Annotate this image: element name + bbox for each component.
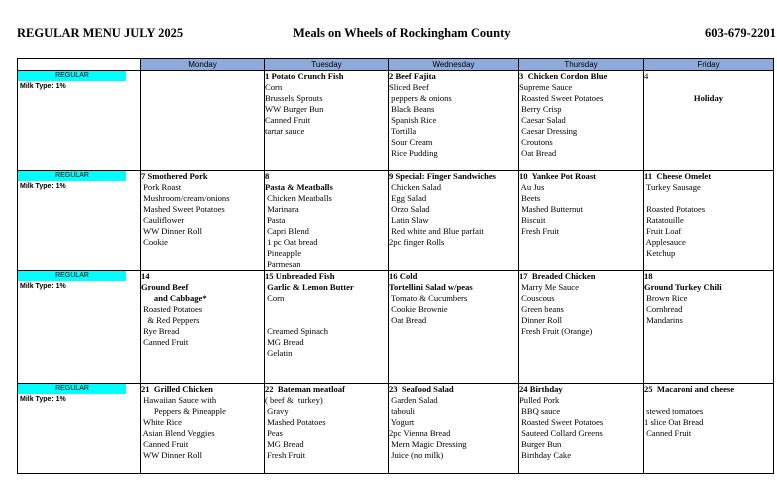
menu-cell-wednesday	[389, 171, 519, 271]
menu-item: Roasted Sweet Potatoes	[519, 417, 604, 427]
meal-title: 7 Smothered Pork	[141, 171, 208, 181]
menu-item: Hawaiian Sauce with	[141, 395, 217, 405]
meal-title: 18	[644, 271, 653, 281]
menu-item: ( beef & turkey)	[265, 395, 323, 405]
meal-title: 23 Seafood Salad	[389, 384, 454, 394]
meal-title: 25 Macaroni and cheese	[644, 384, 735, 394]
menu-cell-monday	[141, 171, 265, 271]
corner-cell	[18, 59, 141, 71]
menu-item: Ratatouille	[644, 215, 684, 225]
menu-item: Black Beans	[389, 104, 435, 114]
menu-item: Yogurt	[389, 417, 415, 427]
menu-item: Mushroom/cream/onions	[141, 193, 230, 203]
menu-item	[265, 304, 388, 315]
menu-item: Cookie Brownie	[389, 304, 448, 314]
menu-item: stewed tomatoes	[644, 406, 704, 416]
day-header-tuesday: Tuesday	[265, 59, 389, 71]
menu-item	[644, 395, 773, 406]
meal-title: 8	[265, 171, 270, 181]
menu-item: WW Burger Bun	[265, 104, 324, 114]
menu-cell-thursday	[519, 271, 644, 384]
menu-title: REGULAR MENU JULY 2025	[17, 26, 184, 40]
menu-item: Turkey Sausage	[644, 182, 701, 192]
menu-item: Fresh Fruit (Orange)	[519, 326, 593, 336]
menu-table	[17, 58, 774, 474]
week-row	[18, 271, 774, 384]
day-header-wednesday: Wednesday	[389, 59, 519, 71]
menu-item: Sauteed Collard Greens	[519, 428, 603, 438]
meal-title: 9 Special: Finger Sandwiches	[389, 171, 497, 181]
menu-cell-monday	[141, 384, 265, 474]
menu-item: Red white and Blue parfait	[389, 226, 484, 236]
menu-cell-tuesday	[265, 384, 389, 474]
menu-item	[265, 315, 388, 326]
meal-title: 1 Potato Crunch Fish	[265, 71, 344, 81]
menu-item: 1 pc Oat bread	[265, 237, 318, 247]
meal-title: 14	[141, 271, 150, 281]
menu-item: Cookie	[141, 237, 168, 247]
menu-item: Brussels Sprouts	[265, 93, 323, 103]
week-row	[18, 71, 774, 171]
menu-item: Brown Rice	[644, 293, 688, 303]
menu-item: Mern Magic Dressing	[389, 439, 467, 449]
menu-cell-wednesday	[389, 71, 519, 171]
menu-item: Holiday	[693, 93, 724, 103]
week-label-cell	[18, 271, 141, 384]
menu-item: Latin Slaw	[389, 215, 429, 225]
menu-item: Oat Bread	[389, 315, 427, 325]
week-row	[18, 171, 774, 271]
meal-title: 2 Beef Fajita	[389, 71, 436, 81]
menu-item: Gelatin	[265, 348, 293, 358]
menu-cell-thursday	[519, 384, 644, 474]
menu-item: Tortilla	[389, 126, 417, 136]
menu-item: Tomato & Cucumbers	[389, 293, 468, 303]
menu-item: Pasta & Meatballs	[265, 182, 333, 192]
regular-tag: REGULAR	[18, 384, 126, 394]
menu-item: Gravy	[265, 406, 289, 416]
meal-title: 15 Unbreaded Fish	[265, 271, 335, 281]
day-header-thursday: Thursday	[519, 59, 644, 71]
menu-item: Roasted Potatoes	[644, 204, 706, 214]
menu-item: tabouli	[389, 406, 416, 416]
menu-cell-friday	[644, 271, 774, 384]
menu-item: Orzo Salad	[389, 204, 430, 214]
menu-item: Applesauce	[644, 237, 686, 247]
menu-item: Marinara	[265, 204, 299, 214]
menu-item: Canned Fruit	[644, 428, 692, 438]
menu-item: Ketchup	[644, 248, 676, 258]
milk-type: Milk Type: 1%	[20, 283, 66, 290]
milk-type: Milk Type: 1%	[20, 183, 66, 190]
menu-cell-friday	[644, 171, 774, 271]
regular-tag: REGULAR	[18, 71, 126, 81]
menu-item: Chicken Salad	[389, 182, 442, 192]
menu-item: Parmesan	[265, 259, 301, 269]
menu-item: White Rice	[141, 417, 182, 427]
menu-cell-monday	[141, 71, 265, 171]
regular-tag: REGULAR	[18, 271, 126, 281]
menu-cell-tuesday	[265, 271, 389, 384]
menu-item: Cauliflower	[141, 215, 185, 225]
menu-item: Canned Fruit	[141, 337, 189, 347]
menu-cell-tuesday	[265, 71, 389, 171]
menu-item: Sliced Beef	[389, 82, 429, 92]
menu-cell-thursday	[519, 171, 644, 271]
menu-item: Canned Fruit	[141, 439, 189, 449]
menu-item: Spanish Rice	[389, 115, 437, 125]
menu-item: Ground Turkey Chili	[644, 282, 722, 292]
menu-item: peppers & onions	[389, 93, 452, 103]
menu-item: Corn	[265, 293, 285, 303]
menu-item: Rye Bread	[141, 326, 180, 336]
menu-item: Berry Crisp	[519, 104, 562, 114]
menu-item: WW Dinner Roll	[141, 450, 203, 460]
day-header-friday: Friday	[644, 59, 774, 71]
menu-item: Peppers & Pineapple	[141, 406, 226, 416]
menu-item: and Cabbage*	[141, 293, 207, 303]
meal-title: 17 Breaded Chicken	[519, 271, 596, 281]
menu-item: Capri Blend	[265, 226, 309, 236]
menu-item: Supreme Sauce	[519, 82, 573, 92]
menu-item: Fresh Fruit	[265, 450, 306, 460]
menu-item: Garden Salad	[389, 395, 438, 405]
menu-item: Marry Me Sauce	[519, 282, 579, 292]
menu-item: Green beans	[519, 304, 564, 314]
menu-item: Pulled Pork	[519, 395, 560, 405]
menu-item: & Red Peppers	[141, 315, 200, 325]
meal-title: 22 Bateman meatloaf	[265, 384, 345, 394]
menu-item: WW Dinner Roll	[141, 226, 203, 236]
menu-item	[644, 82, 773, 93]
menu-item: Biscuit	[519, 215, 546, 225]
menu-item: Couscous	[519, 293, 555, 303]
menu-item: Pork Roast	[141, 182, 182, 192]
menu-item: Chicken Meatballs	[265, 193, 332, 203]
menu-item: Juice (no milk)	[389, 450, 444, 460]
menu-item: Pineapple	[265, 248, 302, 258]
menu-item: Corn	[265, 82, 283, 92]
menu-item: Caesar Dressing	[519, 126, 578, 136]
menu-item: Rice Pudding	[389, 148, 438, 158]
regular-tag: REGULAR	[18, 171, 126, 181]
menu-cell-friday	[644, 71, 774, 171]
day-header-monday: Monday	[141, 59, 265, 71]
menu-item: Beets	[519, 193, 541, 203]
meal-title: 4	[644, 71, 649, 81]
menu-item: Caesar Salad	[519, 115, 566, 125]
menu-item: Au Jus	[519, 182, 545, 192]
menu-cell-tuesday	[265, 171, 389, 271]
menu-item: Croutons	[519, 137, 553, 147]
meal-title: 24 Birthday	[519, 384, 563, 394]
menu-item: Burger Bun	[519, 439, 562, 449]
phone-number: 603-679-2201	[705, 26, 776, 40]
menu-item: 1 slice Oat Bread	[644, 417, 704, 427]
menu-item: Mashed Butternut	[519, 204, 583, 214]
meal-title: 11 Cheese Omelet	[644, 171, 712, 181]
menu-item: Canned Fruit	[265, 115, 311, 125]
menu-item: MG Bread	[265, 439, 304, 449]
menu-item: Roasted Potatoes	[141, 304, 203, 314]
week-row	[18, 384, 774, 474]
menu-item: Fruit Loaf	[644, 226, 682, 236]
menu-item: Oat Bread	[519, 148, 557, 158]
menu-item: Mandarins	[644, 315, 683, 325]
menu-item: Pasta	[265, 215, 286, 225]
menu-item: Mashed Sweet Potatoes	[141, 204, 225, 214]
meal-title: 3 Chicken Cordon Blue	[519, 71, 608, 81]
menu-item	[644, 193, 773, 204]
menu-item: Asian Blend Veggies	[141, 428, 215, 438]
meal-title: 21 Grilled Chicken	[141, 384, 213, 394]
menu-item: Roasted Sweet Potatoes	[519, 93, 604, 103]
menu-item: Dinner Roll	[519, 315, 562, 325]
menu-item: Mashed Potatoes	[265, 417, 326, 427]
menu-item: Garlic & Lemon Butter	[265, 282, 354, 292]
organization-name: Meals on Wheels of Rockingham County	[293, 26, 511, 40]
menu-cell-monday	[141, 271, 265, 384]
menu-item: Tortellini Salad w/peas	[389, 282, 473, 292]
meal-title: 16 Cold	[389, 271, 418, 281]
week-label-cell	[18, 384, 141, 474]
menu-item: tartar sauce	[265, 126, 305, 136]
menu-item: BBQ sauce	[519, 406, 561, 416]
menu-item: Peas	[265, 428, 283, 438]
milk-type: Milk Type: 1%	[20, 83, 66, 90]
menu-item: MG Bread	[265, 337, 304, 347]
milk-type: Milk Type: 1%	[20, 396, 66, 403]
menu-item: Fresh Fruit	[519, 226, 560, 236]
menu-item: 2pc Vienna Bread	[389, 428, 451, 438]
menu-cell-friday	[644, 384, 774, 474]
menu-item: Birthday Cake	[519, 450, 572, 460]
menu-cell-wednesday	[389, 271, 519, 384]
week-label-cell	[18, 71, 141, 171]
meal-title: 10 Yankee Pot Roast	[519, 171, 597, 181]
menu-cell-wednesday	[389, 384, 519, 474]
menu-item: 2pc finger Rolls	[389, 237, 445, 247]
menu-item: Sour Cream	[389, 137, 433, 147]
week-label-cell	[18, 171, 141, 271]
menu-item: Ground Beef	[141, 282, 189, 292]
menu-item: Cornbread	[644, 304, 683, 314]
menu-item: Egg Salad	[389, 193, 427, 203]
menu-cell-thursday	[519, 71, 644, 171]
day-header-row	[18, 59, 774, 71]
menu-item: Creamed Spinach	[265, 326, 329, 336]
